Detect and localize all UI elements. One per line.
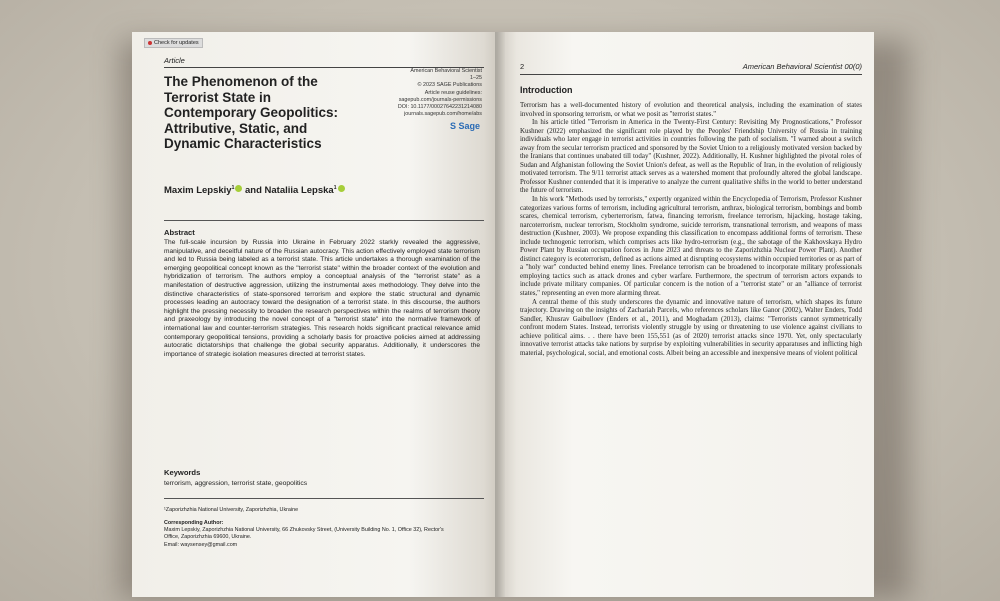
page-number: 2 <box>520 62 525 71</box>
header-rule <box>520 74 862 75</box>
affiliation-marker: 1 <box>231 185 235 191</box>
journal-meta-line: DOI: 10.1177/00027642231214080 <box>397 104 482 111</box>
journal-meta-line: sagepub.com/journals-permissions <box>398 96 482 103</box>
footnote-rule <box>164 498 484 499</box>
journal-meta-line: American Behavioral Scientist <box>410 68 482 74</box>
abstract-text: The full-scale incursion by Russia into Ukraine in February 2022 starkly revealed the aggressive, manipulative, and deceitful nature of the Russian autocracy. This action effectively employed state terrorism and led to Russia being labeled as a terrorist state. This article undertakes a thorough examination of the emerging geopolitical concept known as the "terrorist state" within the broader context of the evolution and hybridization of terrorism. The authors employ a conceptual analysis of the "terrorist state" as a manifestation of destructive aggression, utilizing the instrumental axes methodology. They delve into the distinctive characteristics of state-sponsored terrorism and explore the static structural and dynamic processes leading an autocracy toward the designation of a terrorist state. In this discourse, the authors highlight the pressing necessity to broaden the research perspectives within the realms of terrorism theory and praxeology by introducing the novel concept of a "terrorist state" into the normative framework of international law and counter-terrorism strategies. This research holds significant practical relevance amid contemporary geopolitical tensions, providing a scholarly basis for proactive policies aimed at addressing autocratic dictatorships that challenge the global security apparatus. Additionally, it underscores the importance of strategic isolation measures directed at terrorist states. <box>164 239 480 358</box>
section-heading: Introduction <box>520 85 573 95</box>
article-type-label: Article <box>164 56 185 65</box>
author-name: Maxim Lepskiy <box>164 185 232 197</box>
abstract-heading: Abstract <box>164 228 195 237</box>
publisher-name: Sage <box>458 121 480 131</box>
journal-meta <box>362 68 482 118</box>
body-text <box>520 101 862 357</box>
journal-meta-line: Article reuse guidelines: <box>424 89 482 96</box>
keywords-text: terrorism, aggression, terrorist state, geopolitics <box>164 480 308 487</box>
sage-s-icon: S <box>449 121 459 131</box>
paragraph: In his work "Methods used by terrorists," expertly organized within the Encyclopedia of Terrorism, Professor Kushner categorizes various forms of terrorism, including agricultural terrorism, anthrax, biological terrorism, bombings and bomb scares, chemical terrorism, cyberterrorism, fatwa, financing terrorism, freelance terrorism, hijacking, hostage taking, narcoterrorism, nuclear terrorism, Stockholm syndrome, suicide terrorism, transnational terrorism, and weapons of mass destruction (Kushner, 2003). We propose expanding this classification to encompass additional forms of terrorism. These include technogenic terrorism, which comprises acts like hydro-terrorism (e.g., the sabotage of the Kakhovskaya Hydro Power Plant by Russian occupation forces in June 2023 and threats to the Zaporizhzhia Nuclear Power Plant). Another distinct category is ecoterrorism, defined as actions aimed at disrupting ecosystems within occupied territories or as part of a "holy war" conducted behind enemy lines. Freelance terrorism can be broadened to incorporate military professionals employing tactics such as attack drones and cyber warfare. Furthermore, the spectrum of terrorism actors expands to include private military companies. Of particular concern is the notion of a "terrorist state" or an "alliance of terrorist states," representing an even more alarming threat. <box>520 195 862 298</box>
check-for-updates-label: Check for updates <box>154 40 199 46</box>
article-title: The Phenomenon of the Terrorist State in Contemporary Geopolitics: Attributive, Static, and Dynamic Characteristics <box>164 74 339 151</box>
author-name: and Nataliia Lepska <box>242 185 334 197</box>
crossmark-icon <box>148 41 152 45</box>
journal-running-title: American Behavioral Scientist 00(0) <box>742 62 862 71</box>
orcid-icon[interactable] <box>338 185 345 192</box>
author-line <box>164 185 345 196</box>
paragraph: Terrorism has a well-documented history of evolution and theoretical analysis, including the examination of states involved in sponsoring terrorism, or what we posit as "terrorist states." <box>520 101 862 118</box>
corresponding-author-email: Email: waysensey@gmail.com <box>164 541 238 548</box>
abstract-rule <box>164 220 484 221</box>
corresponding-author-address: Maxim Lepskiy, Zaporizhzhia National University, 66 Zhukovsky Street, (University Building No. 1, Office 32), Rector's Office, Zaporizhzhia 69600, Ukraine. <box>164 527 444 541</box>
keywords-heading: Keywords <box>164 468 201 477</box>
affiliation-note: ¹Zaporizhzhia National University, Zaporizhzhia, Ukraine <box>164 507 299 513</box>
publisher-logo <box>450 121 480 131</box>
corresponding-author <box>164 520 460 549</box>
paragraph: A central theme of this study underscores the dynamic and innovative nature of terrorism, which shapes its future trajectory. Drawing on the insights of Zachariah Parcels, who references scholars like Ganor (2002), Walter Enders, Todd Sandler, Khusrav Gaibulloev (Enders et al., 2011), and Moghadam (2013), claims: "Terrorists cannot symmetrically confront modern States. Instead, terrorists violently struggle by using or threatening to use violence against civilians to achieve political aims. . . there have been 155,551 (as of 2020) terrorist attacks since 1970. Yet, only spectacularly innovative terrorist attacks take nations by surprise by exploiting vulnerabilities in security apparatuses and inflicting high material, psychological, social, and emotional costs. Albeit being an accessible and inexpensive means of violent political <box>520 297 862 357</box>
paragraph: In his article titled "Terrorism in America in the Twenty-First Century: Revisiting My Prognostications," Professor Kushner (2022) emphasized the significant role played by the Peoples' Friendship University of Russia in training individuals who later engage in terrorist activities in countries following the path of socialism. "I warned about a switch away from the secular terrorism practiced and sponsored by the Soviet Union to a religiously motivated version backed by the Iranians that continues unabated till today" (Kushner, 2022). Additionally, H. Kushner highlighted the pivotal roles of Sudan and Afghanistan following the Soviet Union's defeat, as well as the Republic of Iran, in the evolution of religiously motivated terrorism. The 9/11 terrorist attack serves as a watershed moment that profoundly altered the global landscape. Professor Kushner contended that it is imperative to analyze the current qualitative shifts in the world to better understand the future of terrorism. <box>520 118 862 195</box>
check-for-updates-badge[interactable] <box>144 38 203 48</box>
right-page <box>498 32 874 597</box>
journal-meta-line: journals.sagepub.com/home/abs <box>404 111 482 118</box>
affiliation-marker: 1 <box>333 185 337 191</box>
book-spine-fold <box>495 32 505 597</box>
journal-meta-line: © 2023 SAGE Publications <box>417 82 482 89</box>
journal-meta-line: 1–25 <box>470 75 482 82</box>
left-page <box>132 32 502 597</box>
corresponding-author-heading: Corresponding Author: <box>164 520 224 526</box>
